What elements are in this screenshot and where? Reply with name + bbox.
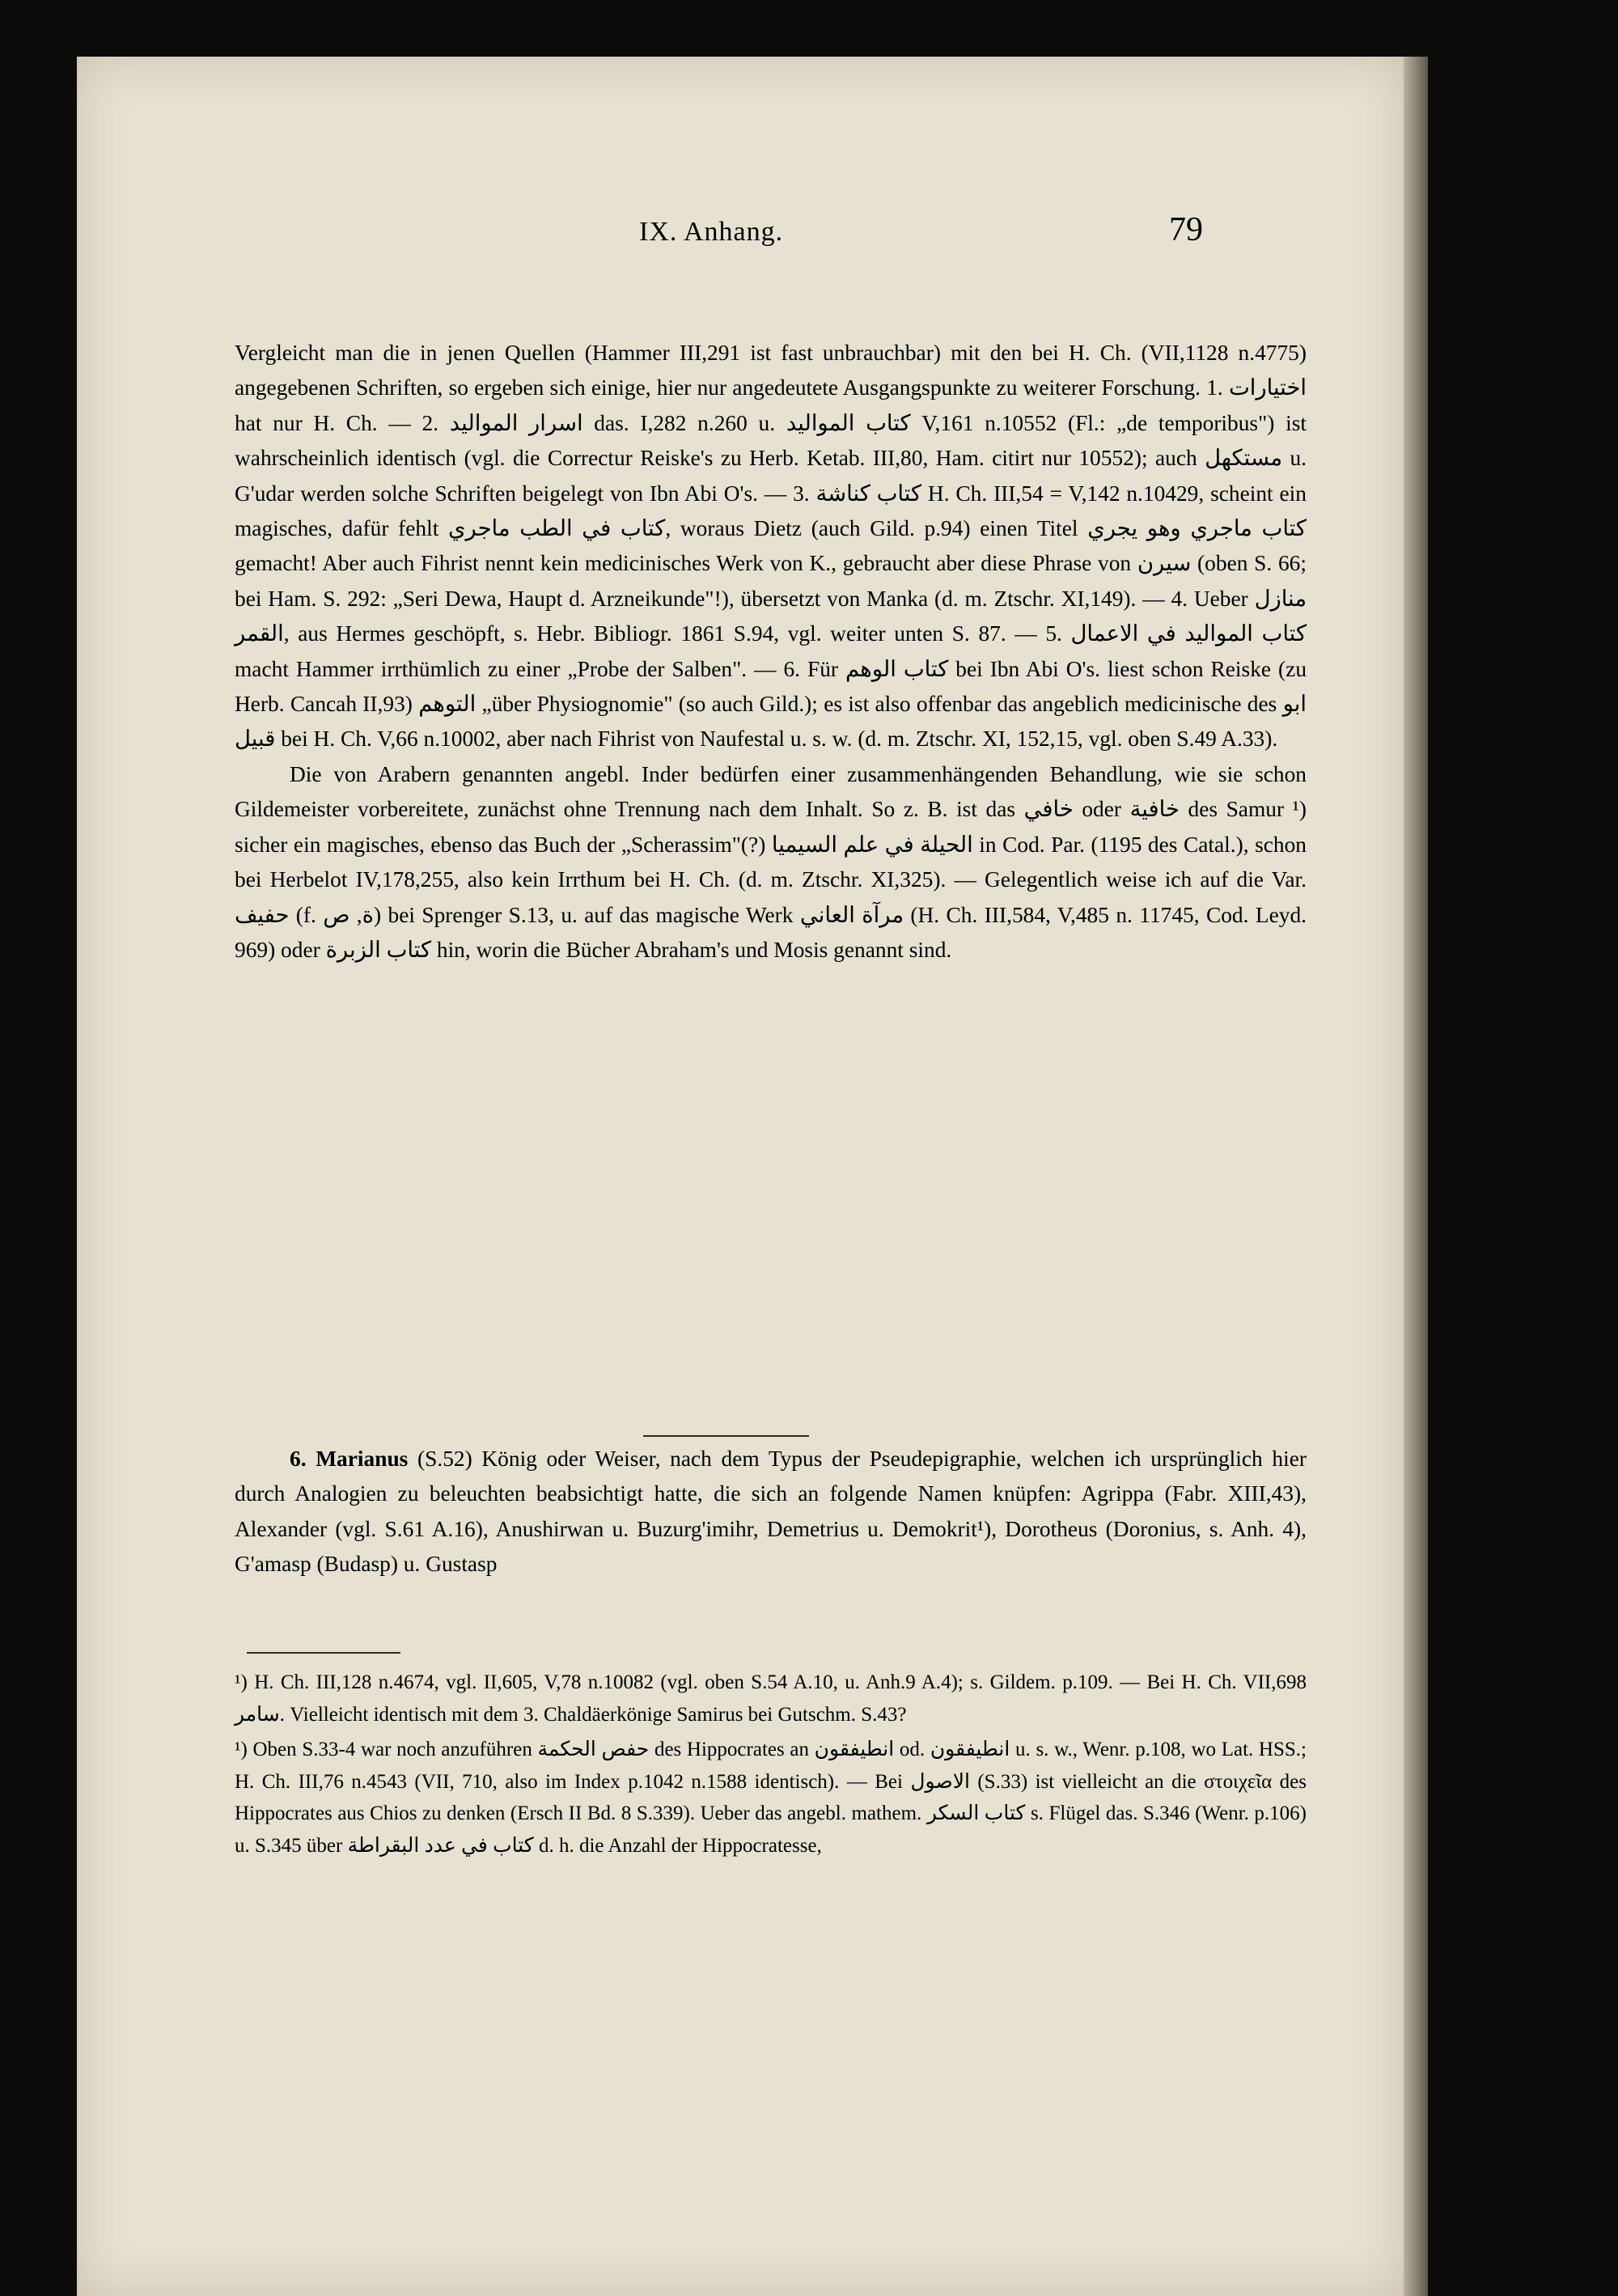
page-header xyxy=(77,210,1404,259)
section-heading: 6. Marianus xyxy=(290,1447,409,1471)
paragraph-indian-authors: Die von Arabern genannten angebl. Inder bedürfen einer zusammenhängenden Behandlung, wie sie schon Gildemeister vorbereitete, zunächst ohne Trennung nach dem Inhalt. So z. B. ist das خافي oder خافية des Samur ¹) sicher ein magisches, ebenso das Buch der „Scherassim"(?) الحيلة في علم السيميا in Cod. Par. (1195 des Catal.), schon bei Herbelot IV,178,255, also kein Irrthum bei H. Ch. (d. m. Ztschr. XI,325). — Gelegentlich weise ich auf die Var. حفيف (f. ة, ص) bei Sprenger S.13, u. auf das magische Werk مرآة العاني (H. Ch. III,584, V,485 n. 11745, Cod. Leyd. 969) oder كتاب الزبرة hin, worin die Bücher Abraham's und Mosis genannt sind. xyxy=(235,761,1307,962)
page-number: 79 xyxy=(1169,211,1203,248)
book-page xyxy=(77,57,1404,2296)
footnote-2: ¹) Oben S.33-4 war noch anzuführen حفص الحكمة des Hippocrates an انطيفقون od. انطيفقون u. s. w., Wenr. p.108, wo Lat. HSS.; H. Ch. III,76 n.4543 (VII, 710, also im Index p.1042 n.1588 identisch). — Bei الاصول (S.33) ist vielleicht an die στοιχεῖα des Hippocrates aus Chios zu denken (Ersch II Bd. 8 S.339). Ueber das angebl. mathem. كتاب السكر s. Flügel das. S.346 (Wenr. p.106) u. S.345 über كتاب في عدد البقراطة d. h. die Anzahl der Hippocratesse, xyxy=(235,1739,1307,1857)
section-divider xyxy=(643,1435,809,1437)
section-body: (S.52) König oder Weiser, nach dem Typus der Pseudepigraphie, welchen ich ursprünglich hier durch Analogien zu beleuchten beabsichtigt hatte, die sich an folgende Namen knüpfen: Agrippa (Fabr. XIII,43), Alexander (vgl. S.61 A.16), Anushirwan u. Buzurg'imihr, Demetrius u. Demokrit¹), Dorotheus (Doronius, s. Anh. 4), G'amasp (Budasp) u. Gustasp xyxy=(235,1447,1307,1577)
page-edge-shadow xyxy=(1404,57,1428,2296)
footnotes xyxy=(235,1667,1307,1865)
section-marianus xyxy=(235,1442,1307,1582)
main-text xyxy=(235,336,1307,968)
running-title: IX. Anhang. xyxy=(639,217,784,247)
footnote-1: ¹) H. Ch. III,128 n.4674, vgl. II,605, V,78 n.10082 (vgl. oben S.54 A.10, u. Anh.9 A.4); s. Gildem. p.109. — Bei H. Ch. VII,698 سامر. Vielleicht identisch mit dem 3. Chaldäerkönige Samirus bei Gutschm. S.43? xyxy=(235,1671,1307,1726)
footnote-rule xyxy=(247,1652,400,1654)
paragraph-sources: Vergleicht man die in jenen Quellen (Hammer III,291 ist fast unbrauchbar) mit den bei H. Ch. (VII,1128 n.4775) angegebenen Schriften, so ergeben sich einige, hier nur angedeutete Ausgangspunkte zu weiterer Forschung. 1. اختيارات hat nur H. Ch. — 2. اسرار المواليد das. I,282 n.260 u. كتاب المواليد V,161 n.10552 (Fl.: „de temporibus") ist wahrscheinlich identisch (vgl. die Correctur Reiske's zu Herb. Ketab. III,80, Ham. citirt nur 10552); auch مستكهل u. G'udar werden solche Schriften beigelegt von Ibn Abi O's. — 3. كتاب كناشة H. Ch. III,54 = V,142 n.10429, scheint ein magisches, dafür fehlt كتاب في الطب ماجري, woraus Dietz (auch Gild. p.94) einen Titel كتاب ماجري وهو يجري gemacht! Aber auch Fihrist nennt kein medicinisches Werk von K., gebraucht aber diese Phrase von سيرن (oben S. 66; bei Ham. S. 292: „Seri Dewa, Haupt d. Arzneikunde"!), übersetzt von Manka (d. m. Ztschr. XI,149). — 4. Ueber منازل القمر, aus Hermes geschöpft, s. Hebr. Bibliogr. 1861 S.94, vgl. weiter unten S. 87. — 5. كتاب المواليد في الاعمال macht Hammer irrthümlich zu einer „Probe der Salben". — 6. Für كتاب الوهم bei Ibn Abi O's. liest schon Reiske (zu Herb. Cancah II,93) التوهم „über Physiognomie" (so auch Gild.); es ist also offenbar das angeblich medicinische des ابو قبيل bei H. Ch. V,66 n.10002, aber nach Fihrist von Naufestal u. s. w. (d. m. Ztschr. XI, 152,15, vgl. oben S.49 A.33). xyxy=(235,341,1307,752)
